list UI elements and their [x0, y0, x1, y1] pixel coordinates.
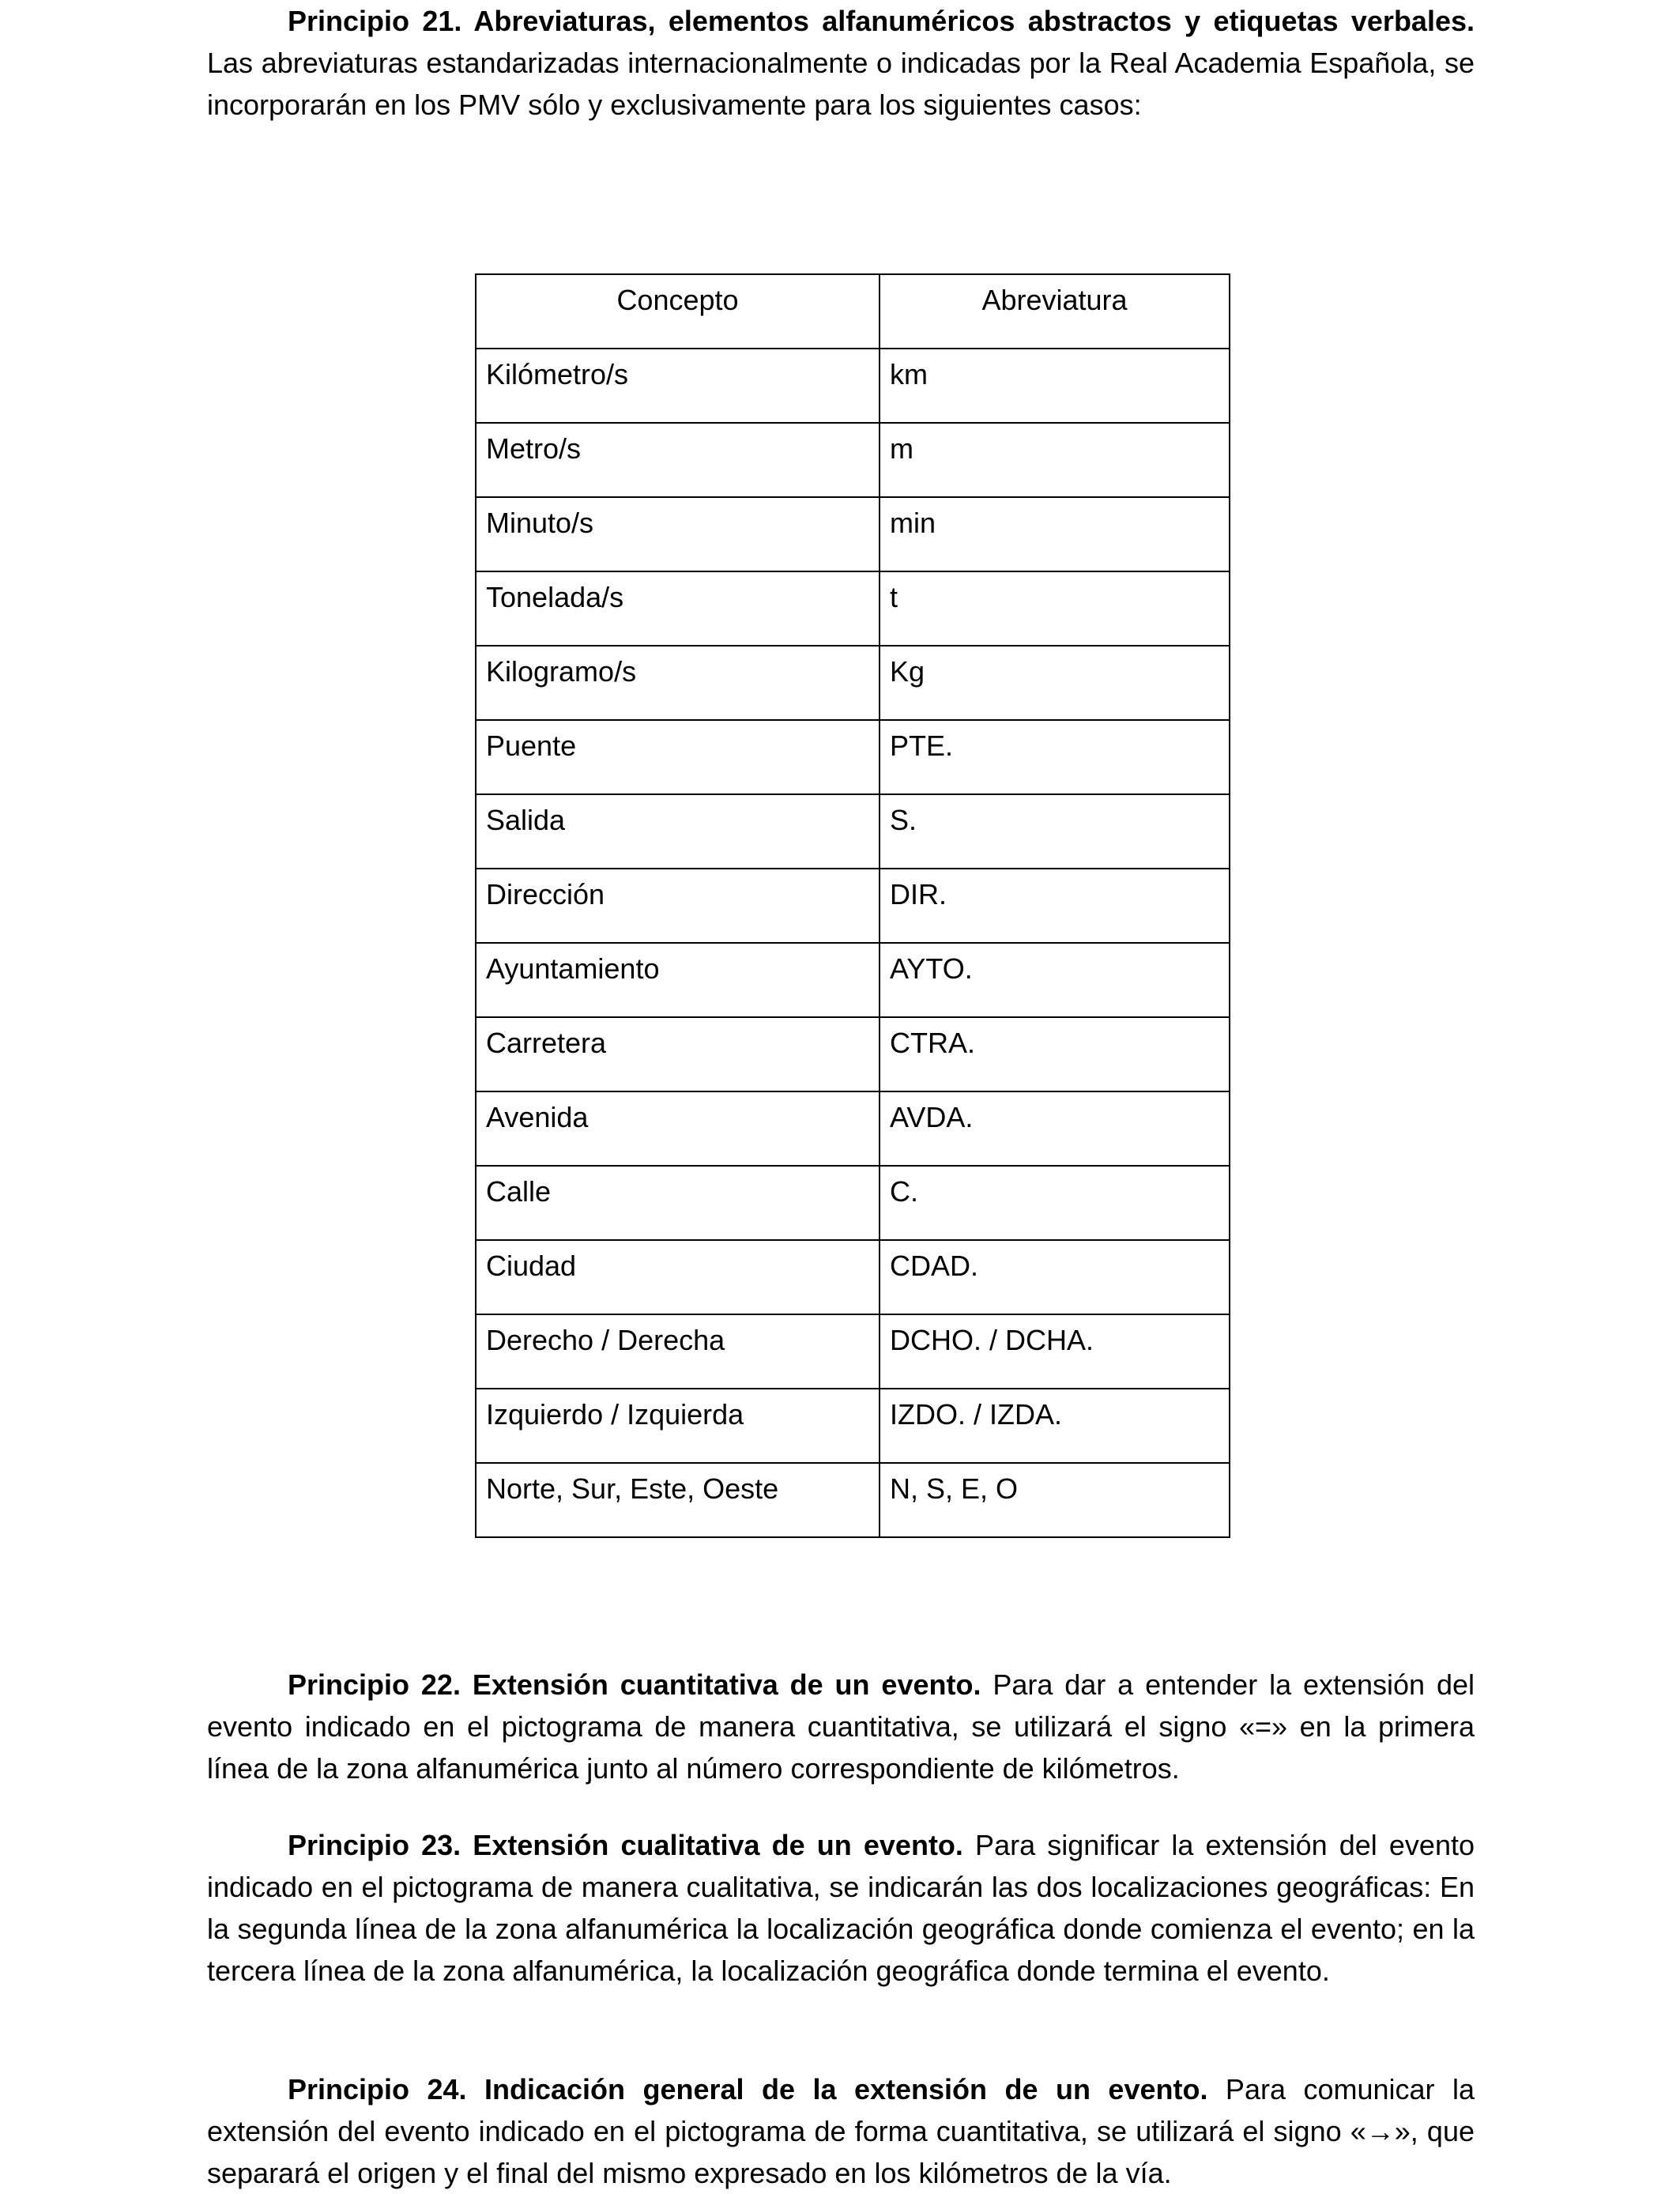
table-row [476, 1091, 1230, 1166]
table-row [476, 1240, 1230, 1314]
principle-21-heading: Principio 21. Abreviaturas, elementos alfanuméricos abstractos y etiquetas verbales. [288, 5, 1475, 37]
abbreviation-cell: km [880, 349, 1230, 423]
principle-22-paragraph [207, 1664, 1475, 1789]
table-row [476, 720, 1230, 794]
abbreviation-cell: IZDO. / IZDA. [880, 1389, 1230, 1463]
abbreviation-cell: AVDA. [880, 1091, 1230, 1166]
concept-cell: Kilogramo/s [476, 646, 880, 720]
table-row [476, 571, 1230, 646]
abbreviation-cell: PTE. [880, 720, 1230, 794]
abbreviation-cell: AYTO. [880, 943, 1230, 1017]
column-header-abreviatura: Abreviatura [880, 274, 1230, 349]
concept-cell: Dirección [476, 869, 880, 943]
concept-cell: Tonelada/s [476, 571, 880, 646]
abbreviation-cell: t [880, 571, 1230, 646]
abbreviation-cell: m [880, 423, 1230, 497]
abbreviation-cell: Kg [880, 646, 1230, 720]
abbreviation-cell: min [880, 497, 1230, 571]
concept-cell: Ayuntamiento [476, 943, 880, 1017]
concept-cell: Izquierdo / Izquierda [476, 1389, 880, 1463]
principle-21-paragraph [207, 0, 1475, 126]
concept-cell: Derecho / Derecha [476, 1314, 880, 1389]
concept-cell: Carretera [476, 1017, 880, 1091]
table-row [476, 1463, 1230, 1537]
abbreviation-cell: DCHO. / DCHA. [880, 1314, 1230, 1389]
principle-23-paragraph [207, 1824, 1475, 1992]
table-row [476, 1166, 1230, 1240]
concept-cell: Puente [476, 720, 880, 794]
principle-24-heading: Principio 24. Indicación general de la extensión de un evento. [288, 2073, 1208, 2105]
concept-cell: Norte, Sur, Este, Oeste [476, 1463, 880, 1537]
column-header-concepto: Concepto [476, 274, 880, 349]
abbreviation-cell: DIR. [880, 869, 1230, 943]
abbreviation-cell: N, S, E, O [880, 1463, 1230, 1537]
principle-24-paragraph [207, 2068, 1475, 2194]
concept-cell: Metro/s [476, 423, 880, 497]
table-row [476, 423, 1230, 497]
concept-cell: Minuto/s [476, 497, 880, 571]
abbreviations-table [475, 273, 1230, 1538]
abbreviation-cell: C. [880, 1166, 1230, 1240]
concept-cell: Salida [476, 794, 880, 869]
table-row [476, 497, 1230, 571]
abbreviation-cell: CTRA. [880, 1017, 1230, 1091]
abbreviation-cell: S. [880, 794, 1230, 869]
table-row [476, 1389, 1230, 1463]
table-row [476, 1314, 1230, 1389]
concept-cell: Avenida [476, 1091, 880, 1166]
table-row [476, 349, 1230, 423]
table-row [476, 646, 1230, 720]
principle-21-body: Las abreviaturas estandarizadas internacionalmente o indicadas por la Real Academia Española, se incorporarán en los PMV sólo y exclusivamente para los siguientes casos: [207, 47, 1475, 121]
concept-cell: Kilómetro/s [476, 349, 880, 423]
table-row [476, 869, 1230, 943]
table-row [476, 794, 1230, 869]
principle-24-body: Para comunicar la extensión del evento indicado en el pictograma de forma cuantitativa, se utilizará el signo «→», que separará el origen y el final del mismo expresado en los kilómetros de la vía. [207, 2073, 1475, 2189]
concept-cell: Calle [476, 1166, 880, 1240]
concept-cell: Ciudad [476, 1240, 880, 1314]
principle-22-heading: Principio 22. Extensión cuantitativa de un evento. [288, 1668, 981, 1701]
table-row [476, 943, 1230, 1017]
principle-22-body: Para dar a entender la extensión del evento indicado en el pictograma de manera cuantitativa, se utilizará el signo «=» en la primera línea de la zona alfanumérica junto al número correspondiente de kilómetros. [207, 1668, 1475, 1785]
principle-23-heading: Principio 23. Extensión cualitativa de un evento. [288, 1829, 963, 1861]
table-header-row [476, 274, 1230, 349]
principle-23-body: Para significar la extensión del evento indicado en el pictograma de manera cualitativa, se indicarán las dos localizaciones geográficas: En la segunda línea de la zona alfanumérica la localización geográfica donde comienza el evento; en la tercera línea de la zona alfanumérica, la localización geográfica donde termina el evento. [207, 1829, 1475, 1987]
table-row [476, 1017, 1230, 1091]
abbreviation-cell: CDAD. [880, 1240, 1230, 1314]
